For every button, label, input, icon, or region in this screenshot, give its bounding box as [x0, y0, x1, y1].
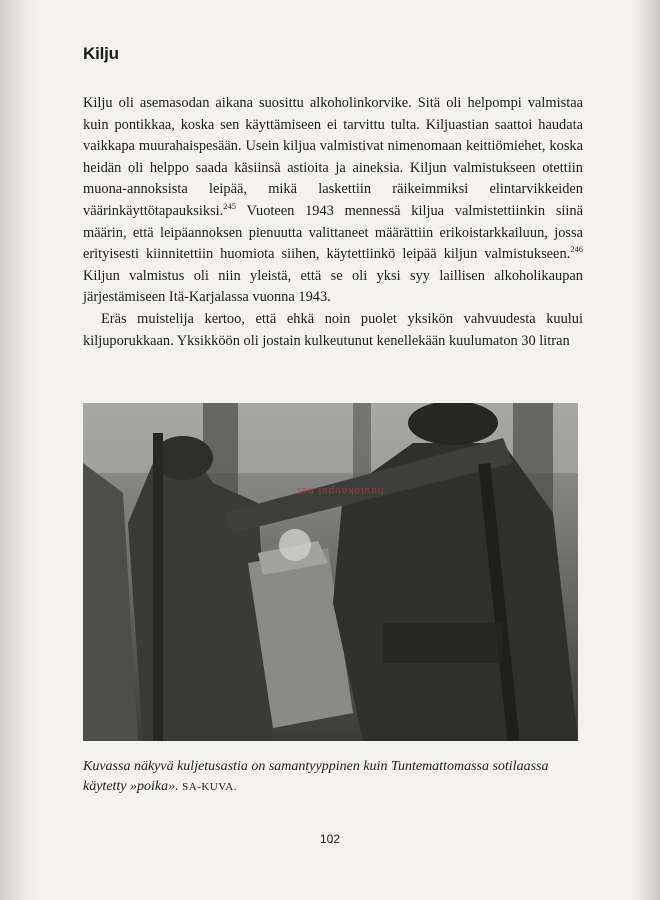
paragraph-1-part-2: Vuoteen 1943 mennessä kiljua valmistettiinkin siinä määrin, että leipäannoksen pienuutta valittaneet määrättiin erikoistarkkailuun, jossa erityisesti kiinnitettiin huomiota siihen, käytettiinkö leipää kiljun valmistukseen. [83, 202, 583, 263]
photo-caption [83, 757, 583, 797]
page-edge-shadow [630, 0, 660, 900]
photo-illustration [83, 403, 578, 741]
photo-credit: SA-KUVA. [182, 781, 237, 793]
photo-soldiers-with-canister [83, 403, 578, 741]
paragraph-1-part-3: Kiljun valmistus oli niin yleistä, että se oli yksi syy laillisen alkoholikaupan järjestämiseen Itä-Karjalassa vuonna 1943. [83, 267, 583, 306]
watermark-text: huutokaupat.net [296, 485, 384, 496]
paragraph-2: Eräs muistelija kertoo, että ehkä noin puolet yksikön vahvuudesta kuului kiljuporukkaan. Yksikköön oli jostain kulkeutunut kenellekään kuulumaton 30 litran [83, 310, 583, 349]
page-gutter-shadow [0, 0, 40, 900]
paragraph-1 [83, 93, 583, 309]
paragraph-1-part-1: Kilju oli asemasodan aikana suosittu alkoholinkorvike. Sitä oli helpompi valmistaa kuin pontikkaa, koska sen käyttämiseen ei tarvittu tulta. Kiljuastian saattoi haudata vaikkapa muurahaispesään. Usein kiljua valmistivat nimenomaan keittiömiehet, koska heidän oli helppo saada käsiinsä astioita ja aineksia. Kiljun valmistukseen otettiin muona-annoksista leipää, mikä laskettiin räikeimmiksi elintarvikkeiden väärinkäyttötapauksiksi. [83, 95, 583, 219]
caption-text: Kuvassa näkyvä kuljetusastia on samantyyppinen kuin Tuntemattomassa sotilaassa käytetty »poika». [83, 759, 549, 794]
footnote-ref: 246 [570, 244, 583, 255]
body-text [83, 93, 583, 352]
footnote-ref: 245 [223, 200, 237, 211]
section-heading: Kilju [83, 44, 119, 63]
page-number: 102 [319, 832, 341, 846]
